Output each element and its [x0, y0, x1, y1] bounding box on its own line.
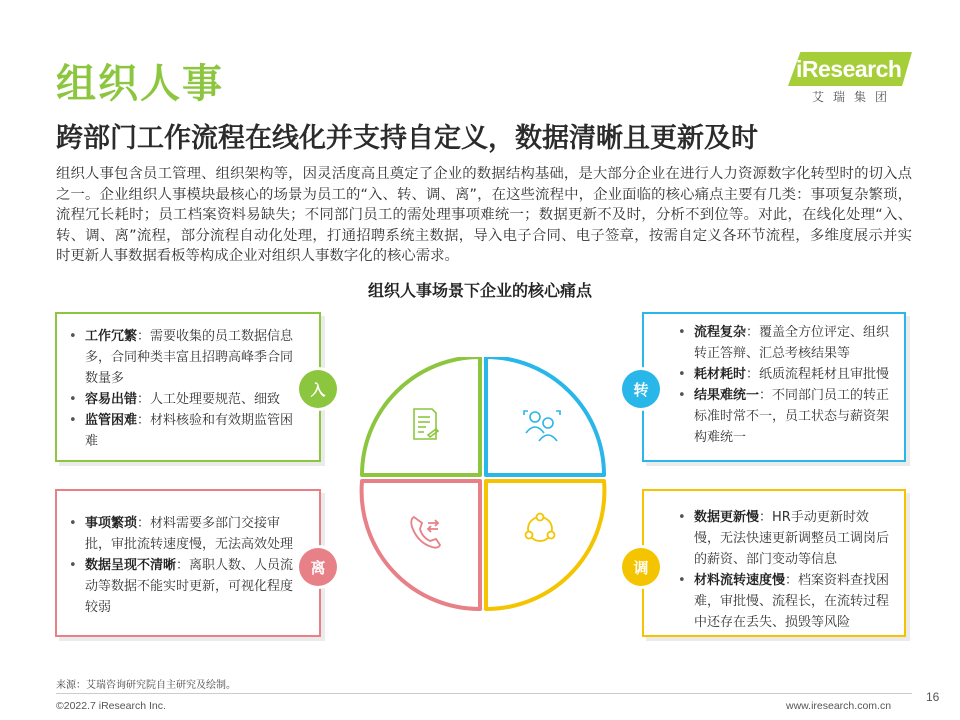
diagram-title: 组织人事场景下企业的核心痛点 [367, 281, 592, 300]
copyright: ©2022.7 iResearch Inc. [56, 700, 166, 712]
page-title: 组织人事 [56, 61, 224, 107]
pain-point-item: • 监管困难：材料核验和有效期监管困难 [63, 410, 297, 452]
page-subtitle: 跨部门工作流程在线化并支持自定义，数据清晰且更新及时 [56, 123, 758, 154]
pain-point-card-regularization [642, 312, 906, 462]
quadrant-onboarding [362, 357, 480, 475]
pain-point-item: • 流程复杂：覆盖全方位评定、组织转正答辩、汇总考核结果等 [672, 322, 892, 364]
iresearch-logo [788, 52, 914, 108]
quadrant-regularization [486, 357, 604, 475]
quadrant-diagram [356, 357, 608, 613]
intro-paragraph: 组织人事包含员工管理、组织架构等，因灵活度高且奠定了企业的数据结构基础，是大部分企业在进行人力资源数字化转型时的切入点之一。企业组织人事模块最核心的场景为员工的“入、转、调、离”，在这些流程中，企业面临的核心痛点主要有几类：事项复杂繁琐，流程冗长耗时；员工档案资料易缺失；不同部门员工的需处理事项难统一；数据更新不及时，分析不到位等。对此，在线化处理“入、转、调、离”流程，部分流程自动化处理，打通招聘系统主数据，导入电子合同、电子签章，按需自定义各环节流程，多维度展示并实时更新人事数据看板等构成企业对组织人事数字化的核心需求。 [56, 166, 912, 264]
pain-point-item: • 结果难统一：不同部门员工的转正标准时常不一，员工状态与薪资架构难统一 [672, 385, 892, 448]
pain-point-item: • 事项繁琐：材料需要多部门交接审批，审批流转速度慢，无法高效处理 [63, 513, 297, 555]
badge-transfer: 调 [622, 548, 660, 586]
pain-point-card-transfer [642, 489, 906, 637]
logo-brand: iResearch [796, 56, 902, 82]
badge-onboarding: 入 [299, 370, 337, 408]
website-link[interactable]: www.iresearch.com.cn [786, 700, 892, 712]
source-note: 来源：艾瑞咨询研究院自主研究及绘制。 [56, 680, 236, 691]
logo-subtext: 艾瑞集团 [812, 90, 897, 104]
badge-regularization: 转 [622, 370, 660, 408]
page-number: 16 [926, 690, 940, 704]
pain-point-card-resignation [55, 489, 321, 637]
footer-divider [56, 693, 912, 694]
pain-point-item: • 容易出错：人工处理要规范、细致 [63, 389, 297, 410]
quadrant-resignation [362, 481, 480, 609]
pain-point-item: • 耗材耗时：纸质流程耗材且审批慢 [672, 364, 892, 385]
pain-point-item: • 数据呈现不清晰：离职人数、人员流动等数据不能实时更新，可视化程度较弱 [63, 555, 297, 618]
pain-point-item: • 数据更新慢：HR手动更新时效慢，无法快速更新调整员工调岗后的薪资、部门变动等信息 [672, 507, 892, 570]
pain-point-card-onboarding [55, 312, 321, 462]
badge-resignation: 离 [299, 548, 337, 586]
pain-point-item: • 材料流转速度慢：档案资料查找困难，审批慢、流程长，在流转过程中还存在丢失、损毁等风险 [672, 570, 892, 633]
pain-point-item: • 工作冗繁：需要收集的员工数据信息多，合同种类丰富且招聘高峰季合同数量多 [63, 326, 297, 389]
quadrant-transfer [486, 481, 604, 609]
